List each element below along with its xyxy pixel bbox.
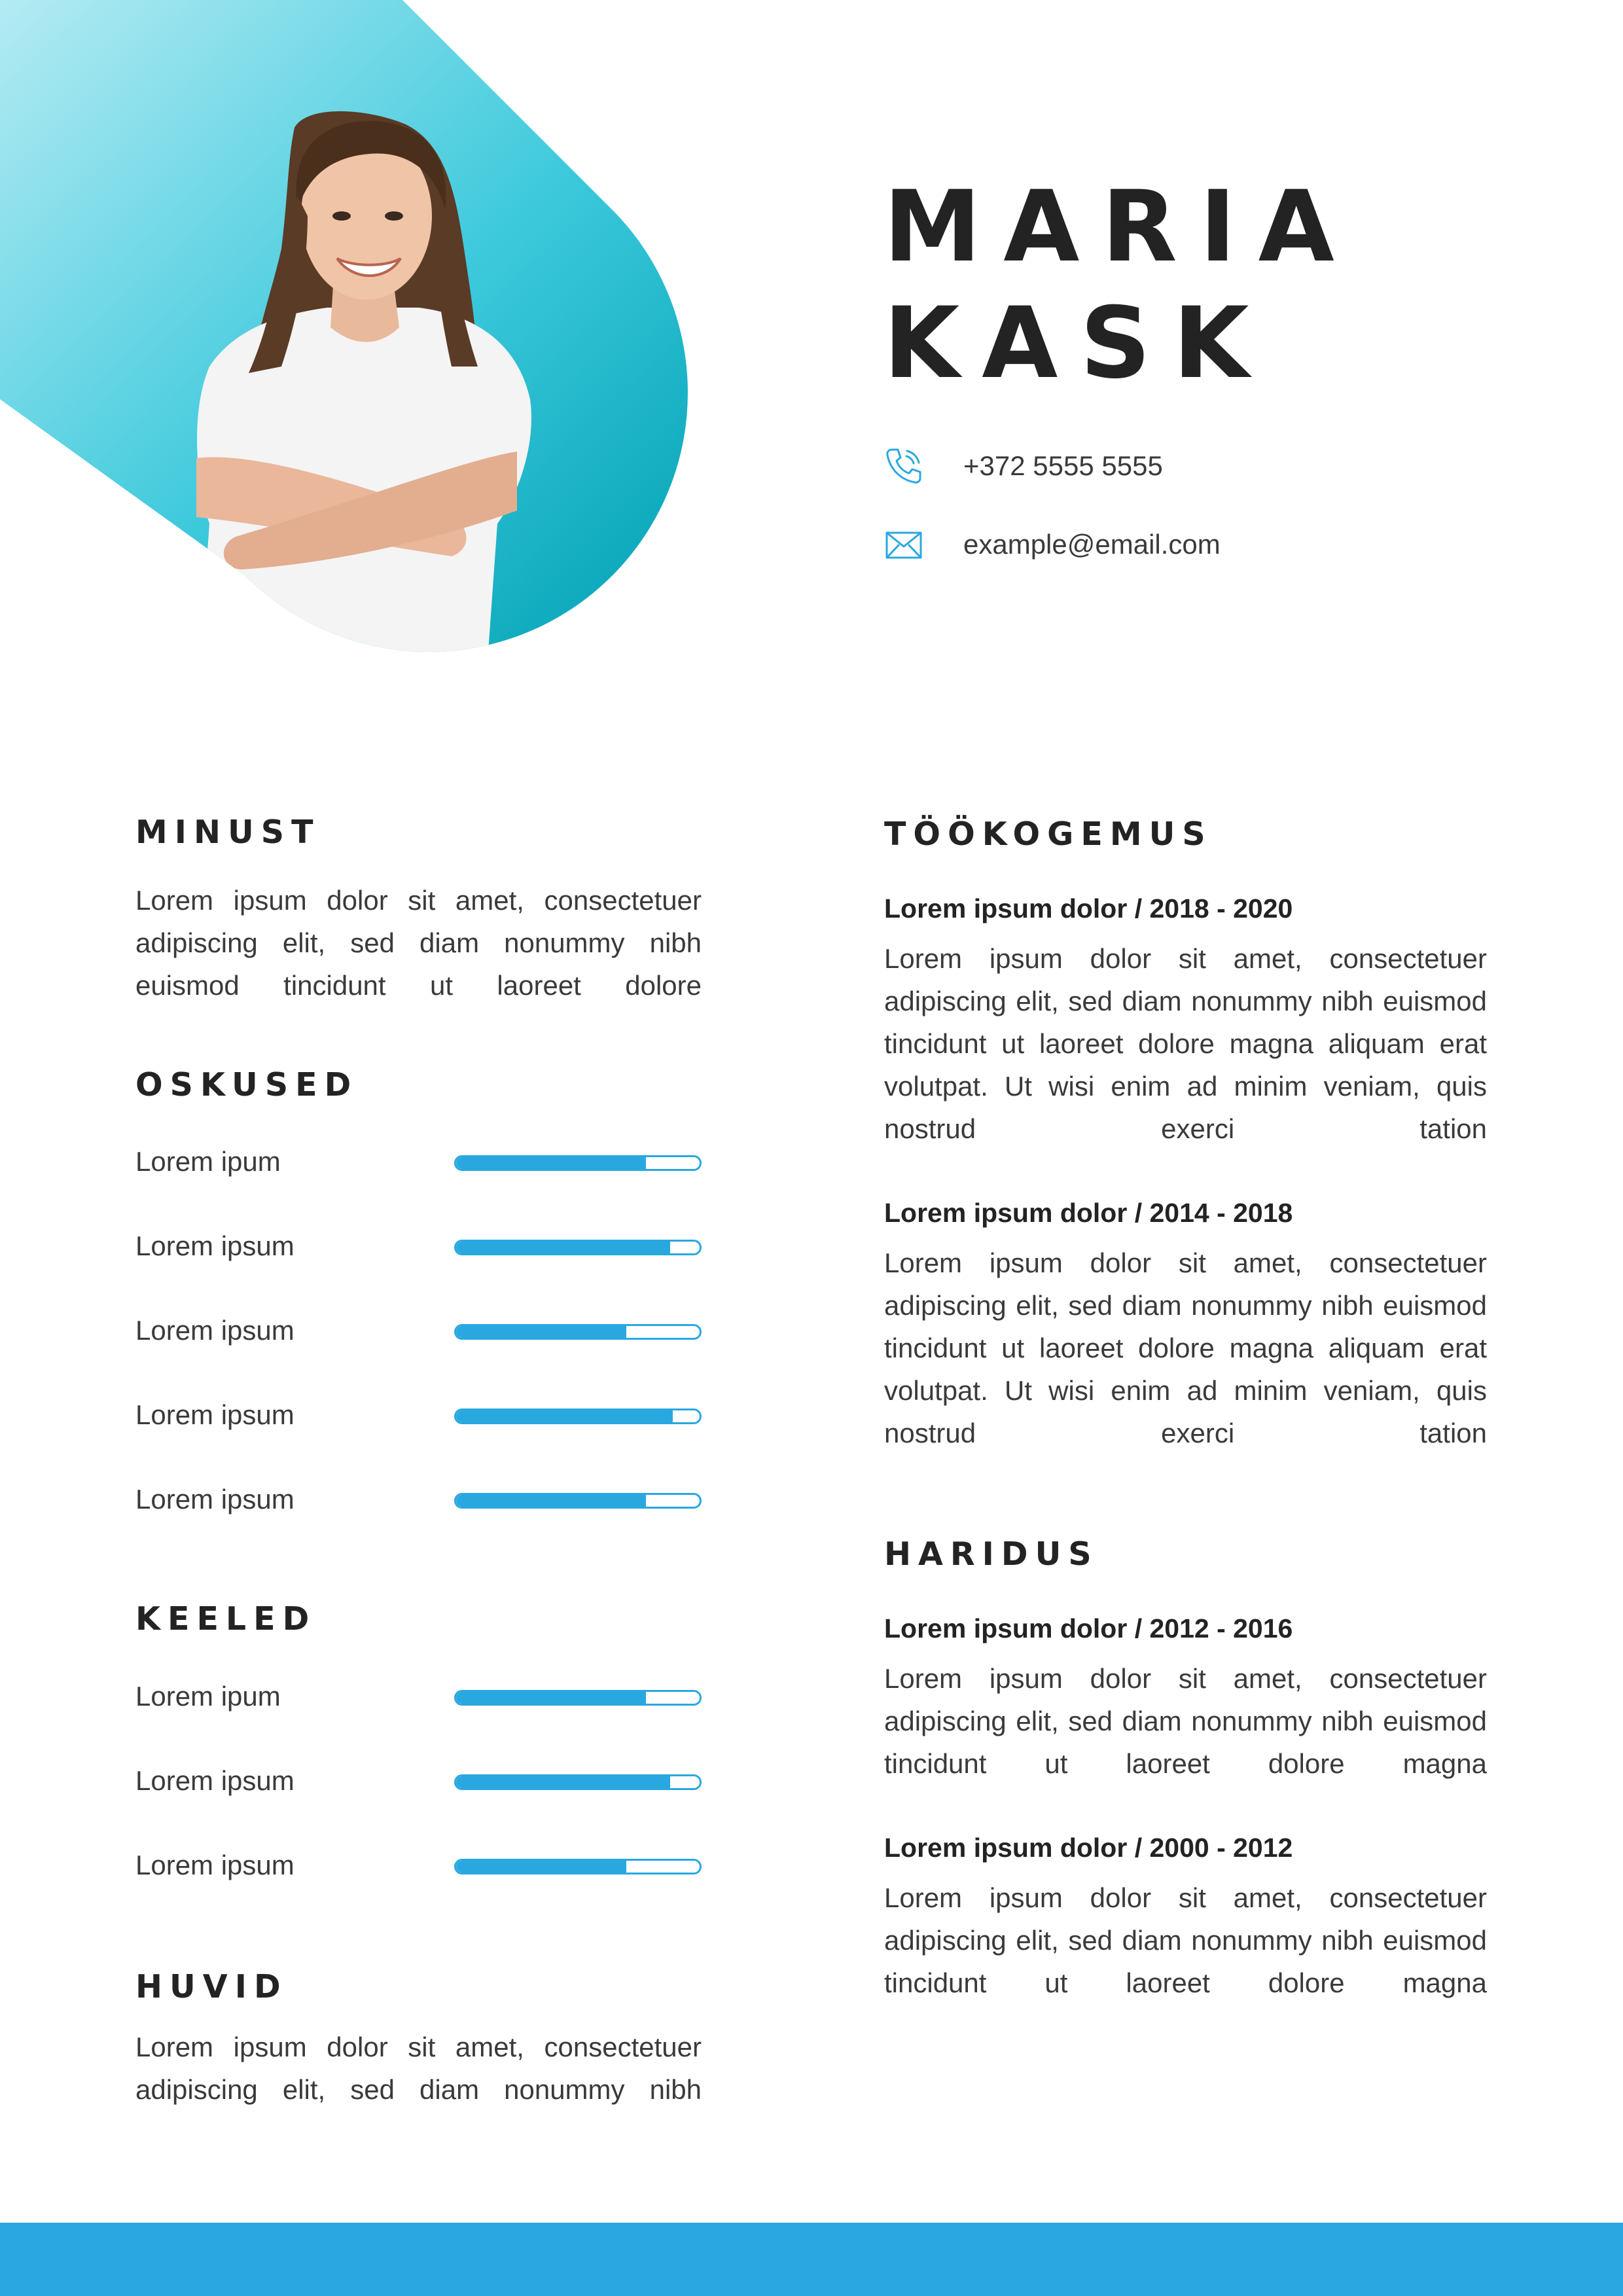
skill-label: Lorem ipsum — [135, 1315, 294, 1346]
skill-level-bar — [454, 1240, 702, 1255]
skill-row — [135, 1142, 704, 1181]
language-level-fill — [456, 1776, 670, 1788]
tookogemus-heading: TÖÖKOGEMUS — [884, 816, 1213, 853]
language-row — [135, 1677, 704, 1716]
job-description: Lorem ipsum dolor sit amet, consectetuer adipiscing elit, sed diam nonummy nibh euismod tincidunt ut laoreet dolore magna aliquam erat volutpat. Ut wisi enim ad minim veniam, quis nostrud exerci tation — [884, 1247, 1487, 1448]
skill-level-bar — [454, 1324, 702, 1340]
skill-level-fill — [456, 1326, 626, 1338]
contact-email — [883, 522, 1221, 567]
keeled-heading: KEELED — [135, 1600, 317, 1638]
skill-label: Lorem ipsum — [135, 1484, 294, 1515]
education-title: Lorem ipsum dolor / 2000 - 2012 — [884, 1833, 1293, 1863]
contact-phone — [883, 443, 1163, 489]
skill-row — [135, 1311, 704, 1350]
skill-label: Lorem ipum — [135, 1146, 281, 1177]
job-title: Lorem ipsum dolor / 2014 - 2018 — [884, 1198, 1293, 1228]
language-row — [135, 1761, 704, 1801]
language-label: Lorem ipsum — [135, 1850, 294, 1880]
language-level-bar — [454, 1859, 702, 1874]
language-label: Lorem ipsum — [135, 1765, 294, 1796]
skill-row — [135, 1227, 704, 1266]
skill-level-fill — [456, 1495, 646, 1507]
envelope-icon — [883, 524, 924, 565]
education-description: Lorem ipsum dolor sit amet, consectetuer adipiscing elit, sed diam nonummy nibh euismod tincidunt ut laoreet dolore magna — [884, 1882, 1487, 1998]
skill-row — [135, 1480, 704, 1519]
language-level-fill — [456, 1692, 646, 1704]
skill-level-bar — [454, 1493, 702, 1509]
language-level-fill — [456, 1861, 626, 1873]
skill-label: Lorem ipsum — [135, 1230, 294, 1261]
skill-row — [135, 1395, 704, 1435]
language-level-bar — [454, 1690, 702, 1706]
language-level-bar — [454, 1774, 702, 1790]
skill-level-bar — [454, 1155, 702, 1171]
job-title: Lorem ipsum dolor / 2018 - 2020 — [884, 893, 1293, 924]
language-row — [135, 1846, 704, 1885]
skill-level-fill — [456, 1157, 646, 1169]
education-description: Lorem ipsum dolor sit amet, consectetuer adipiscing elit, sed diam nonummy nibh euismod tincidunt ut laoreet dolore magna — [884, 1663, 1487, 1779]
name-last: KASK — [883, 287, 1272, 401]
huvid-heading: HUVID — [135, 1968, 288, 2005]
skill-label: Lorem ipsum — [135, 1399, 294, 1430]
job-description: Lorem ipsum dolor sit amet, consectetuer adipiscing elit, sed diam nonummy nibh euismod tincidunt ut laoreet dolore magna aliquam erat volutpat. Ut wisi enim ad minim veniam, quis nostrud exerci tation — [884, 943, 1487, 1144]
email-address[interactable]: example@email.com — [963, 529, 1221, 560]
phone-icon — [883, 446, 924, 486]
footer-bar — [0, 2223, 1623, 2296]
phone-number[interactable]: +372 5555 5555 — [963, 450, 1163, 481]
skill-level-fill — [456, 1410, 673, 1422]
language-label: Lorem ipum — [135, 1681, 281, 1712]
minust-text: Lorem ipsum dolor sit amet, consectetuer adipiscing elit, sed diam nonummy nibh euismod tincidunt ut laoreet dolore — [135, 885, 702, 1001]
education-title: Lorem ipsum dolor / 2012 - 2016 — [884, 1613, 1293, 1643]
name-first: MARIA — [883, 170, 1357, 284]
huvid-text: Lorem ipsum dolor sit amet, consectetuer adipiscing elit, sed diam nonummy nibh — [135, 2032, 702, 2105]
profile-photo — [0, 0, 720, 707]
skill-level-bar — [454, 1408, 702, 1424]
skill-level-fill — [456, 1242, 670, 1253]
haridus-heading: HARIDUS — [884, 1535, 1099, 1573]
minust-heading: MINUST — [135, 814, 321, 851]
oskused-heading: OSKUSED — [135, 1066, 359, 1103]
